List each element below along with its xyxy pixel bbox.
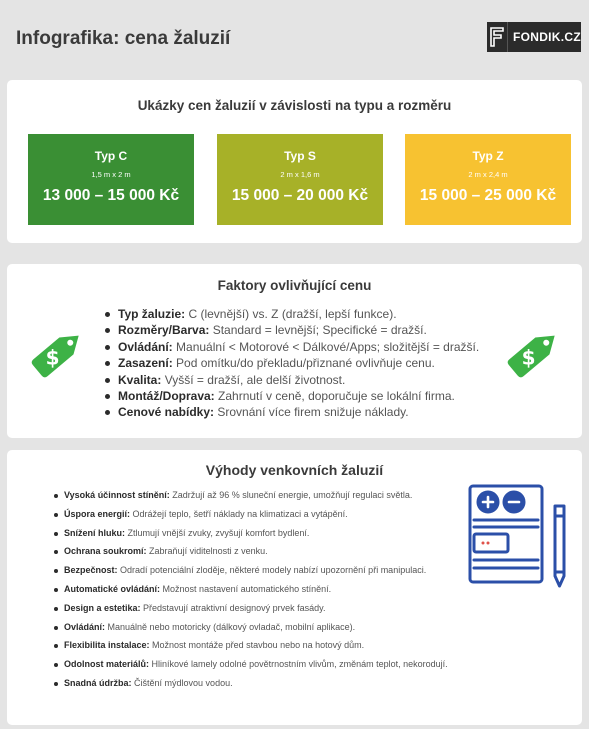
list-item: Montáž/Doprava: Zahrnutí v ceně, doporučuje se lokální firma. xyxy=(105,388,479,404)
fondik-logo-icon xyxy=(487,22,508,52)
svg-text:$: $ xyxy=(45,345,60,370)
fondik-logo[interactable] xyxy=(487,22,581,52)
list-item: Kvalita: Vyšší = dražší, ale delší životnost. xyxy=(105,372,479,388)
list-item: Automatické ovládání: Možnost nastavení automatického stínění. xyxy=(54,580,448,599)
svg-text:$: $ xyxy=(521,345,536,370)
price-factors-list xyxy=(105,306,479,421)
header xyxy=(0,0,589,78)
price-size: 2 m x 2,4 m xyxy=(468,170,508,179)
price-box-type-s xyxy=(217,134,383,225)
dollar-tag-icon xyxy=(499,318,569,388)
benefits-list xyxy=(54,486,448,693)
list-item: Vysoká účinnost stínění: Zadržují až 96 % sluneční energie, umožňují regulaci světla. xyxy=(54,486,448,505)
list-item: Snadná údržba: Čištění mýdlovou vodou. xyxy=(54,674,448,693)
price-range: 13 000 – 15 000 Kč xyxy=(42,187,180,204)
price-range: 15 000 – 25 000 Kč xyxy=(419,187,557,204)
list-item: Úspora energií: Odrážejí teplo, šetří náklady na klimatizaci a vytápění. xyxy=(54,505,448,524)
list-item: Design a estetika: Představují atraktivní designový prvek fasády. xyxy=(54,599,448,618)
list-item: Snížení hluku: Ztlumují vnější zvuky, zvyšují komfort bydlení. xyxy=(54,524,448,543)
list-item: Rozměry/Barva: Standard = levnější; Specifické = dražší. xyxy=(105,322,479,338)
list-item: Bezpečnost: Odradí potenciální zloděje, některé modely nabízí upozornění při manipulaci. xyxy=(54,561,448,580)
benefits-card xyxy=(7,450,582,725)
price-type: Typ Z xyxy=(472,149,504,163)
list-item: Cenové nabídky: Srovnání více firem snižuje náklady. xyxy=(105,404,479,420)
benefits-title: Výhody venkovních žaluzií xyxy=(205,462,384,478)
page-title: Infografika: cena žaluzií xyxy=(16,28,231,49)
logo-text: FONDIK.CZ xyxy=(512,30,581,44)
list-item: Flexibilita instalace: Možnost montáže před stavbou nebo na hotový dům. xyxy=(54,636,448,655)
list-item: Ovládání: Manuálně nebo motoricky (dálkový ovladač, mobilní aplikace). xyxy=(54,618,448,637)
list-item: Zasazení: Pod omítku/do překladu/přiznané ovlivňuje cenu. xyxy=(105,355,479,371)
list-item: Ochrana soukromí: Zabraňují viditelnosti z venku. xyxy=(54,542,448,561)
price-type: Typ C xyxy=(94,149,128,163)
price-type: Typ S xyxy=(284,149,316,163)
list-item: Ovládání: Manuální < Motorové < Dálkové/Apps; složitější = dražší. xyxy=(105,339,479,355)
price-size: 2 m x 1,6 m xyxy=(280,170,320,179)
price-examples-title: Ukázky cen žaluzií v závislosti na typu a rozměru xyxy=(137,98,452,113)
price-factors-title: Faktory ovlivňující cenu xyxy=(217,278,372,293)
list-item: Typ žaluzie: C (levnější) vs. Z (dražší, lepší funkce). xyxy=(105,306,479,322)
price-examples-card xyxy=(7,80,582,243)
price-box-type-z xyxy=(405,134,571,225)
dollar-tag-icon xyxy=(23,318,93,388)
list-item: Odolnost materiálů: Hliníkové lamely odolné povětrnostním vlivům, změnám teplot, nekorodují. xyxy=(54,655,448,674)
document-plus-minus-icon xyxy=(462,480,572,595)
price-box-type-c xyxy=(28,134,194,225)
price-factors-card xyxy=(7,264,582,438)
price-range: 15 000 – 20 000 Kč xyxy=(231,187,369,204)
price-size: 1,5 m x 2 m xyxy=(91,170,131,179)
